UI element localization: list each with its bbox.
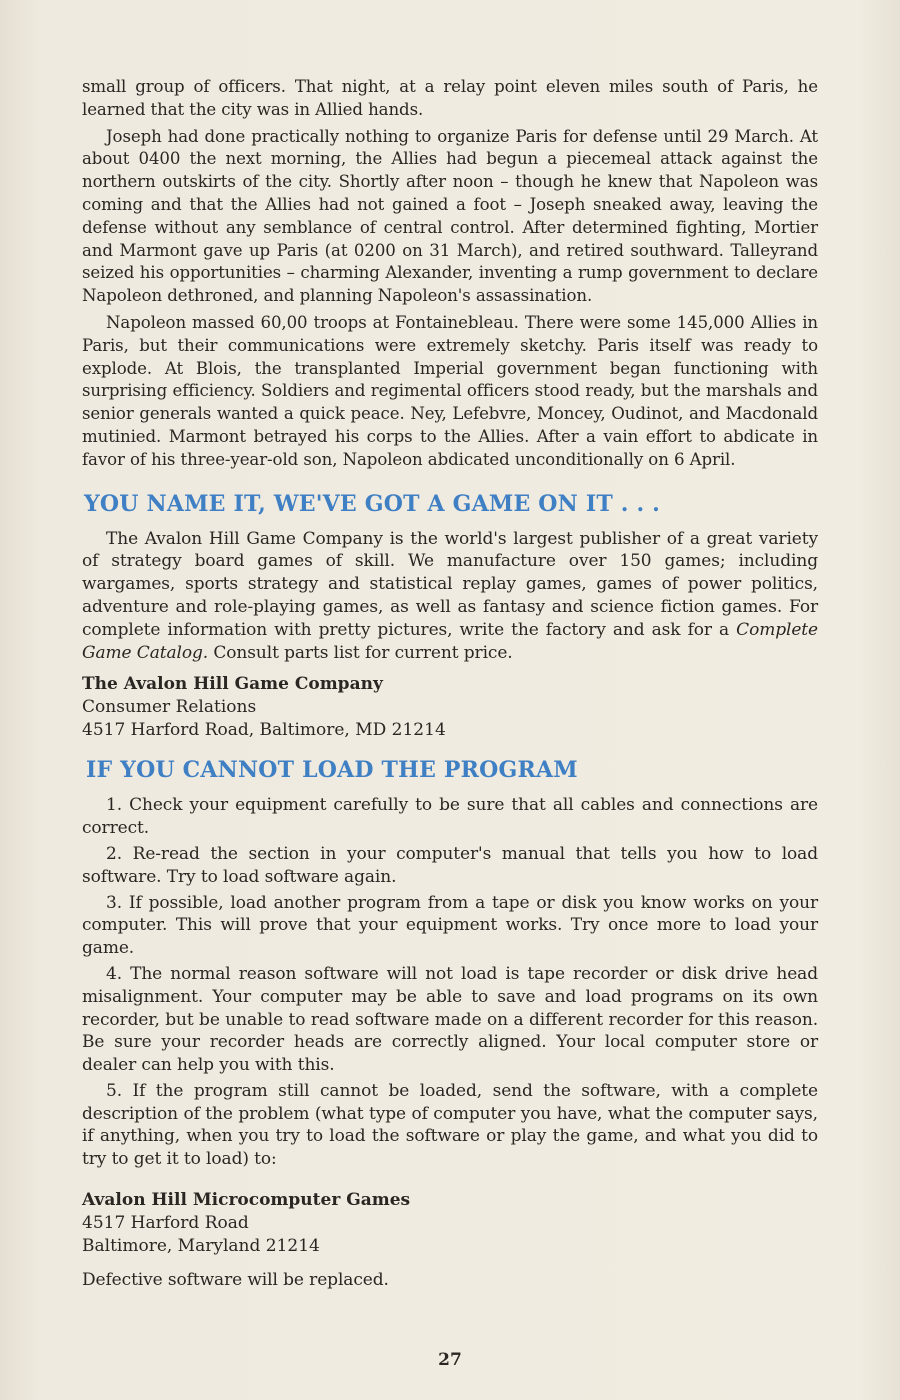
address-line: 4517 Harford Road: [82, 1213, 249, 1234]
catalog-title: Complete Game Catalog.: [82, 619, 818, 663]
page-number: 27: [438, 1350, 462, 1370]
history-paragraph: Joseph had done practically nothing to organize Paris for defense until 29 March. At about 0400 the next morning, the Allies had begun a piecemeal attack against the northern outskirts of the city. Shortly after noon – though he knew that Napoleon was coming and that the Allies had not gained a foot – Joseph sneaked away, leaving the defense without any semblance of central control. After determined fighting, Mortier and Marmont gave up Paris (at 0200 on 31 March), and retired southward. Talleyrand seized his opportunities – charming Alexander, inventing a rump government to declare Napoleon dethroned, and planning Napoleon's assassination.: [82, 126, 818, 306]
address-line: 4517 Harford Road, Baltimore, MD 21214: [82, 720, 446, 741]
history-paragraph: small group of officers. That night, at a relay point eleven miles south of Paris, he learned that the city was in Allied hands.: [82, 77, 818, 119]
load-step: 1. Check your equipment carefully to be sure that all cables and connections are correct.: [82, 795, 818, 839]
game-section: [82, 528, 818, 743]
load-step: 4. The normal reason software will not load is tape recorder or disk drive head misalignment. Your computer may be able to save and load programs on its own recorder, but be unable to read software made on a different recorder for this reason. Be sure your recorder heads are correctly aligned. Your local computer store or dealer can help you with this.: [82, 963, 818, 1076]
replacement-note: Defective software will be replaced.: [82, 1270, 389, 1291]
address-line: Consumer Relations: [82, 697, 257, 718]
load-section-heading: IF YOU CANNOT LOAD THE PROGRAM: [86, 757, 578, 784]
load-step: 3. If possible, load another program from a tape or disk you know works on your computer. This will prove that your equipment works. Try once more to load your game.: [82, 892, 818, 959]
load-step: 5. If the program still cannot be loaded, send the software, with a complete description of the problem (what type of computer you have, what the computer says, if anything, when you try to load the software or play the game, and what you did to try to get it to load) to:: [82, 1080, 818, 1170]
load-section: [82, 794, 818, 1292]
history-section: [82, 76, 818, 472]
game-body-text: The Avalon Hill Game Company is the world's largest publisher of a great variety of strategy board games of skill. We manufacture over 150 games; including wargames, sports strategy and statistical replay games, games of power politics, adventure and role-playing games, as well as fantasy and science fiction games. For complete information with pretty pictures, write the factory and ask for a: [82, 528, 818, 640]
load-step: 2. Re-read the section in your computer's manual that tells you how to load software. Try to load software again.: [82, 843, 818, 887]
game-section-heading: YOU NAME IT, WE'VE GOT A GAME ON IT . . .: [84, 490, 661, 517]
company-address: [82, 673, 818, 742]
game-body-text-end: Consult parts list for current price.: [208, 642, 513, 663]
company-name: Avalon Hill Microcomputer Games: [82, 1190, 411, 1211]
company-name: The Avalon Hill Game Company: [82, 674, 383, 695]
game-section-body: [82, 528, 818, 665]
page-content: [82, 76, 818, 1292]
address-line: Baltimore, Maryland 21214: [82, 1236, 320, 1257]
history-paragraph: Napoleon massed 60,00 troops at Fontainebleau. There were some 145,000 Allies in Paris, but their communications were extremely sketchy. Paris itself was ready to explode. At Blois, the transplanted Imperial government began functioning with surprising efficiency. Soldiers and regimental officers stood ready, but the marshals and senior generals wanted a quick peace. Ney, Lefebvre, Moncey, Oudinot, and Macdonald mutinied. Marmont betrayed his corps to the Allies. After a vain effort to abdicate in favor of his three-year-old son, Napoleon abdicated unconditionally on 6 April.: [82, 312, 818, 469]
microcomputer-address: [82, 1189, 818, 1258]
